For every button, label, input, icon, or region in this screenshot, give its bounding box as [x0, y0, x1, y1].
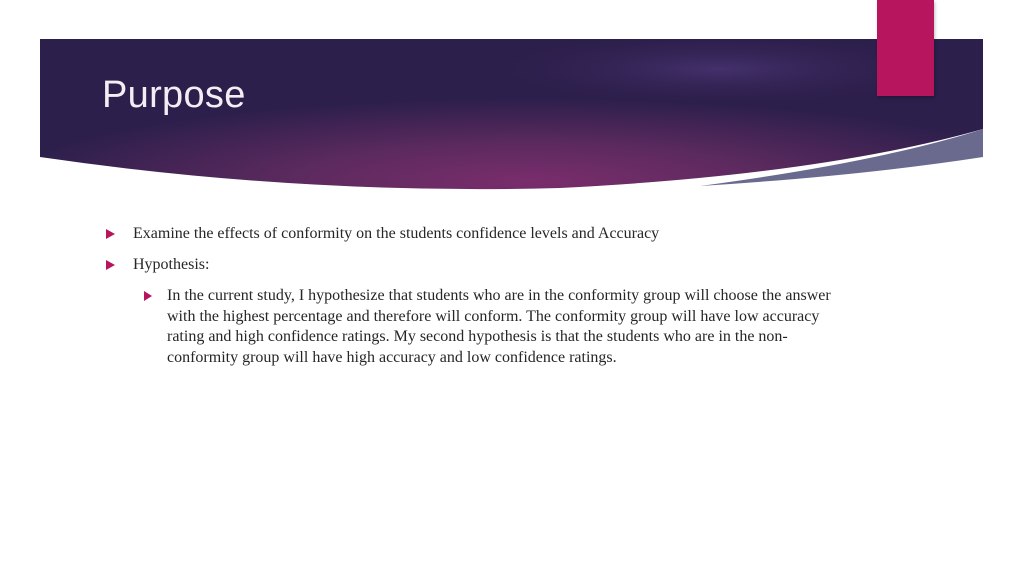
slide-title: Purpose	[102, 74, 246, 116]
bullet-arrow-icon	[106, 229, 115, 239]
bullet-item: Examine the effects of conformity on the students confidence levels and Accuracy	[133, 225, 660, 242]
bullet-item: Hypothesis:	[133, 256, 210, 273]
sub-bullet-item: In the current study, I hypothesize that students who are in the conformity group will choose the answer with the highest percentage and therefore will conform. The conformity group will have low accuracy rating and high confidence ratings. My second hypothesis is that the students who are in the non- conformity group will have high accuracy and low confidence ratings.	[167, 287, 831, 366]
bullet-arrow-icon	[106, 260, 115, 270]
sub-bullet-arrow-icon	[144, 291, 152, 301]
